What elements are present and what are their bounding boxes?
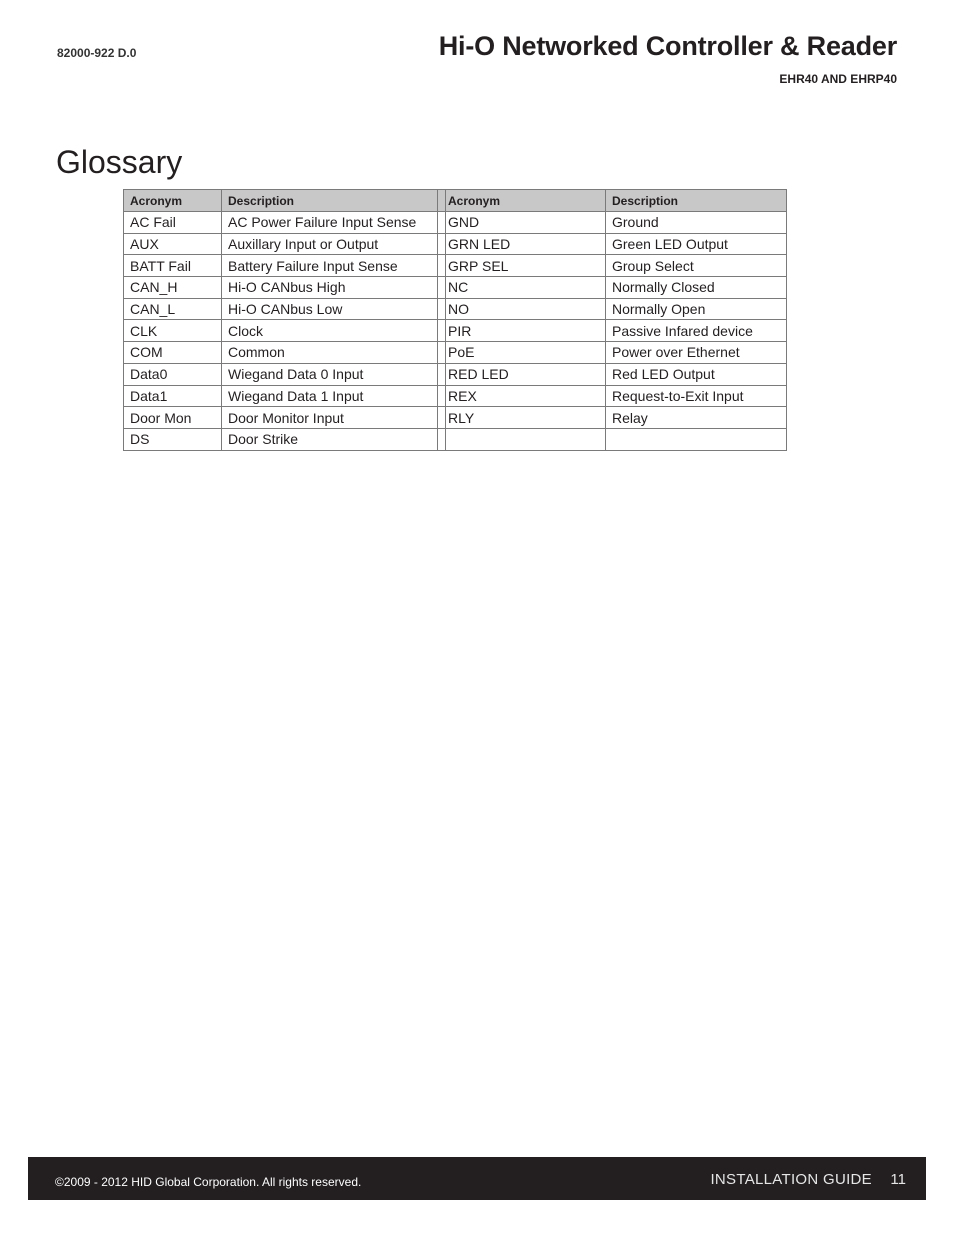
description-cell: Group Select	[606, 255, 787, 277]
page-number: 11	[890, 1171, 906, 1188]
description-cell: Wiegand Data 1 Input	[222, 385, 438, 407]
table-row	[124, 298, 787, 320]
acronym-cell: AC Fail	[124, 212, 222, 234]
table-row	[124, 363, 787, 385]
description-cell: Door Strike	[222, 428, 438, 450]
acronym-cell: NC	[446, 277, 606, 299]
description-cell: Ground	[606, 212, 787, 234]
doc-subtitle: EHR40 AND EHRP40	[779, 72, 897, 86]
acronym-cell: COM	[124, 342, 222, 364]
acronym-cell: BATT Fail	[124, 255, 222, 277]
description-cell: Normally Open	[606, 298, 787, 320]
acronym-cell: GRP SEL	[446, 255, 606, 277]
column-gap	[438, 298, 446, 320]
acronym-cell: PIR	[446, 320, 606, 342]
column-gap	[438, 320, 446, 342]
description-cell: Relay	[606, 407, 787, 429]
description-cell: Request-to-Exit Input	[606, 385, 787, 407]
column-gap	[438, 190, 446, 212]
table-row	[124, 255, 787, 277]
table-row	[124, 385, 787, 407]
column-gap	[438, 212, 446, 234]
acronym-cell: GRN LED	[446, 233, 606, 255]
table-row	[124, 320, 787, 342]
acronym-cell: REX	[446, 385, 606, 407]
table-row	[124, 233, 787, 255]
description-cell	[606, 428, 787, 450]
description-cell: Door Monitor Input	[222, 407, 438, 429]
column-header: Acronym	[124, 190, 222, 212]
doc-number: 82000-922 D.0	[57, 46, 137, 60]
description-cell: Wiegand Data 0 Input	[222, 363, 438, 385]
column-gap	[438, 342, 446, 364]
acronym-cell: Data0	[124, 363, 222, 385]
glossary-table	[123, 189, 787, 451]
description-cell: Power over Ethernet	[606, 342, 787, 364]
description-cell: Hi-O CANbus High	[222, 277, 438, 299]
description-cell: Battery Failure Input Sense	[222, 255, 438, 277]
description-cell: Normally Closed	[606, 277, 787, 299]
description-cell: Red LED Output	[606, 363, 787, 385]
column-gap	[438, 277, 446, 299]
acronym-cell: CLK	[124, 320, 222, 342]
acronym-cell: RED LED	[446, 363, 606, 385]
column-gap	[438, 407, 446, 429]
column-gap	[438, 428, 446, 450]
acronym-cell: Door Mon	[124, 407, 222, 429]
copyright-text: ©2009 - 2012 HID Global Corporation. All rights reserved.	[55, 1175, 362, 1189]
description-cell: Hi-O CANbus Low	[222, 298, 438, 320]
column-header: Acronym	[446, 190, 606, 212]
table-row	[124, 212, 787, 234]
acronym-cell: Data1	[124, 385, 222, 407]
description-cell: AC Power Failure Input Sense	[222, 212, 438, 234]
doc-title: Hi-O Networked Controller & Reader	[438, 31, 897, 61]
table-row	[124, 342, 787, 364]
acronym-cell: NO	[446, 298, 606, 320]
table-row	[124, 428, 787, 450]
acronym-cell: GND	[446, 212, 606, 234]
description-cell: Green LED Output	[606, 233, 787, 255]
section-heading: Glossary	[56, 144, 183, 180]
column-gap	[438, 255, 446, 277]
column-header: Description	[222, 190, 438, 212]
table-row	[124, 407, 787, 429]
table-row	[124, 277, 787, 299]
description-cell: Common	[222, 342, 438, 364]
description-cell: Clock	[222, 320, 438, 342]
description-cell: Auxillary Input or Output	[222, 233, 438, 255]
acronym-cell: PoE	[446, 342, 606, 364]
acronym-cell	[446, 428, 606, 450]
description-cell: Passive Infared device	[606, 320, 787, 342]
column-gap	[438, 385, 446, 407]
acronym-cell: DS	[124, 428, 222, 450]
column-gap	[438, 363, 446, 385]
footer-bar	[28, 1157, 926, 1200]
guide-label: INSTALLATION GUIDE	[710, 1171, 872, 1188]
acronym-cell: CAN_H	[124, 277, 222, 299]
table-header-row	[124, 190, 787, 212]
column-gap	[438, 233, 446, 255]
acronym-cell: RLY	[446, 407, 606, 429]
acronym-cell: AUX	[124, 233, 222, 255]
column-header: Description	[606, 190, 787, 212]
acronym-cell: CAN_L	[124, 298, 222, 320]
